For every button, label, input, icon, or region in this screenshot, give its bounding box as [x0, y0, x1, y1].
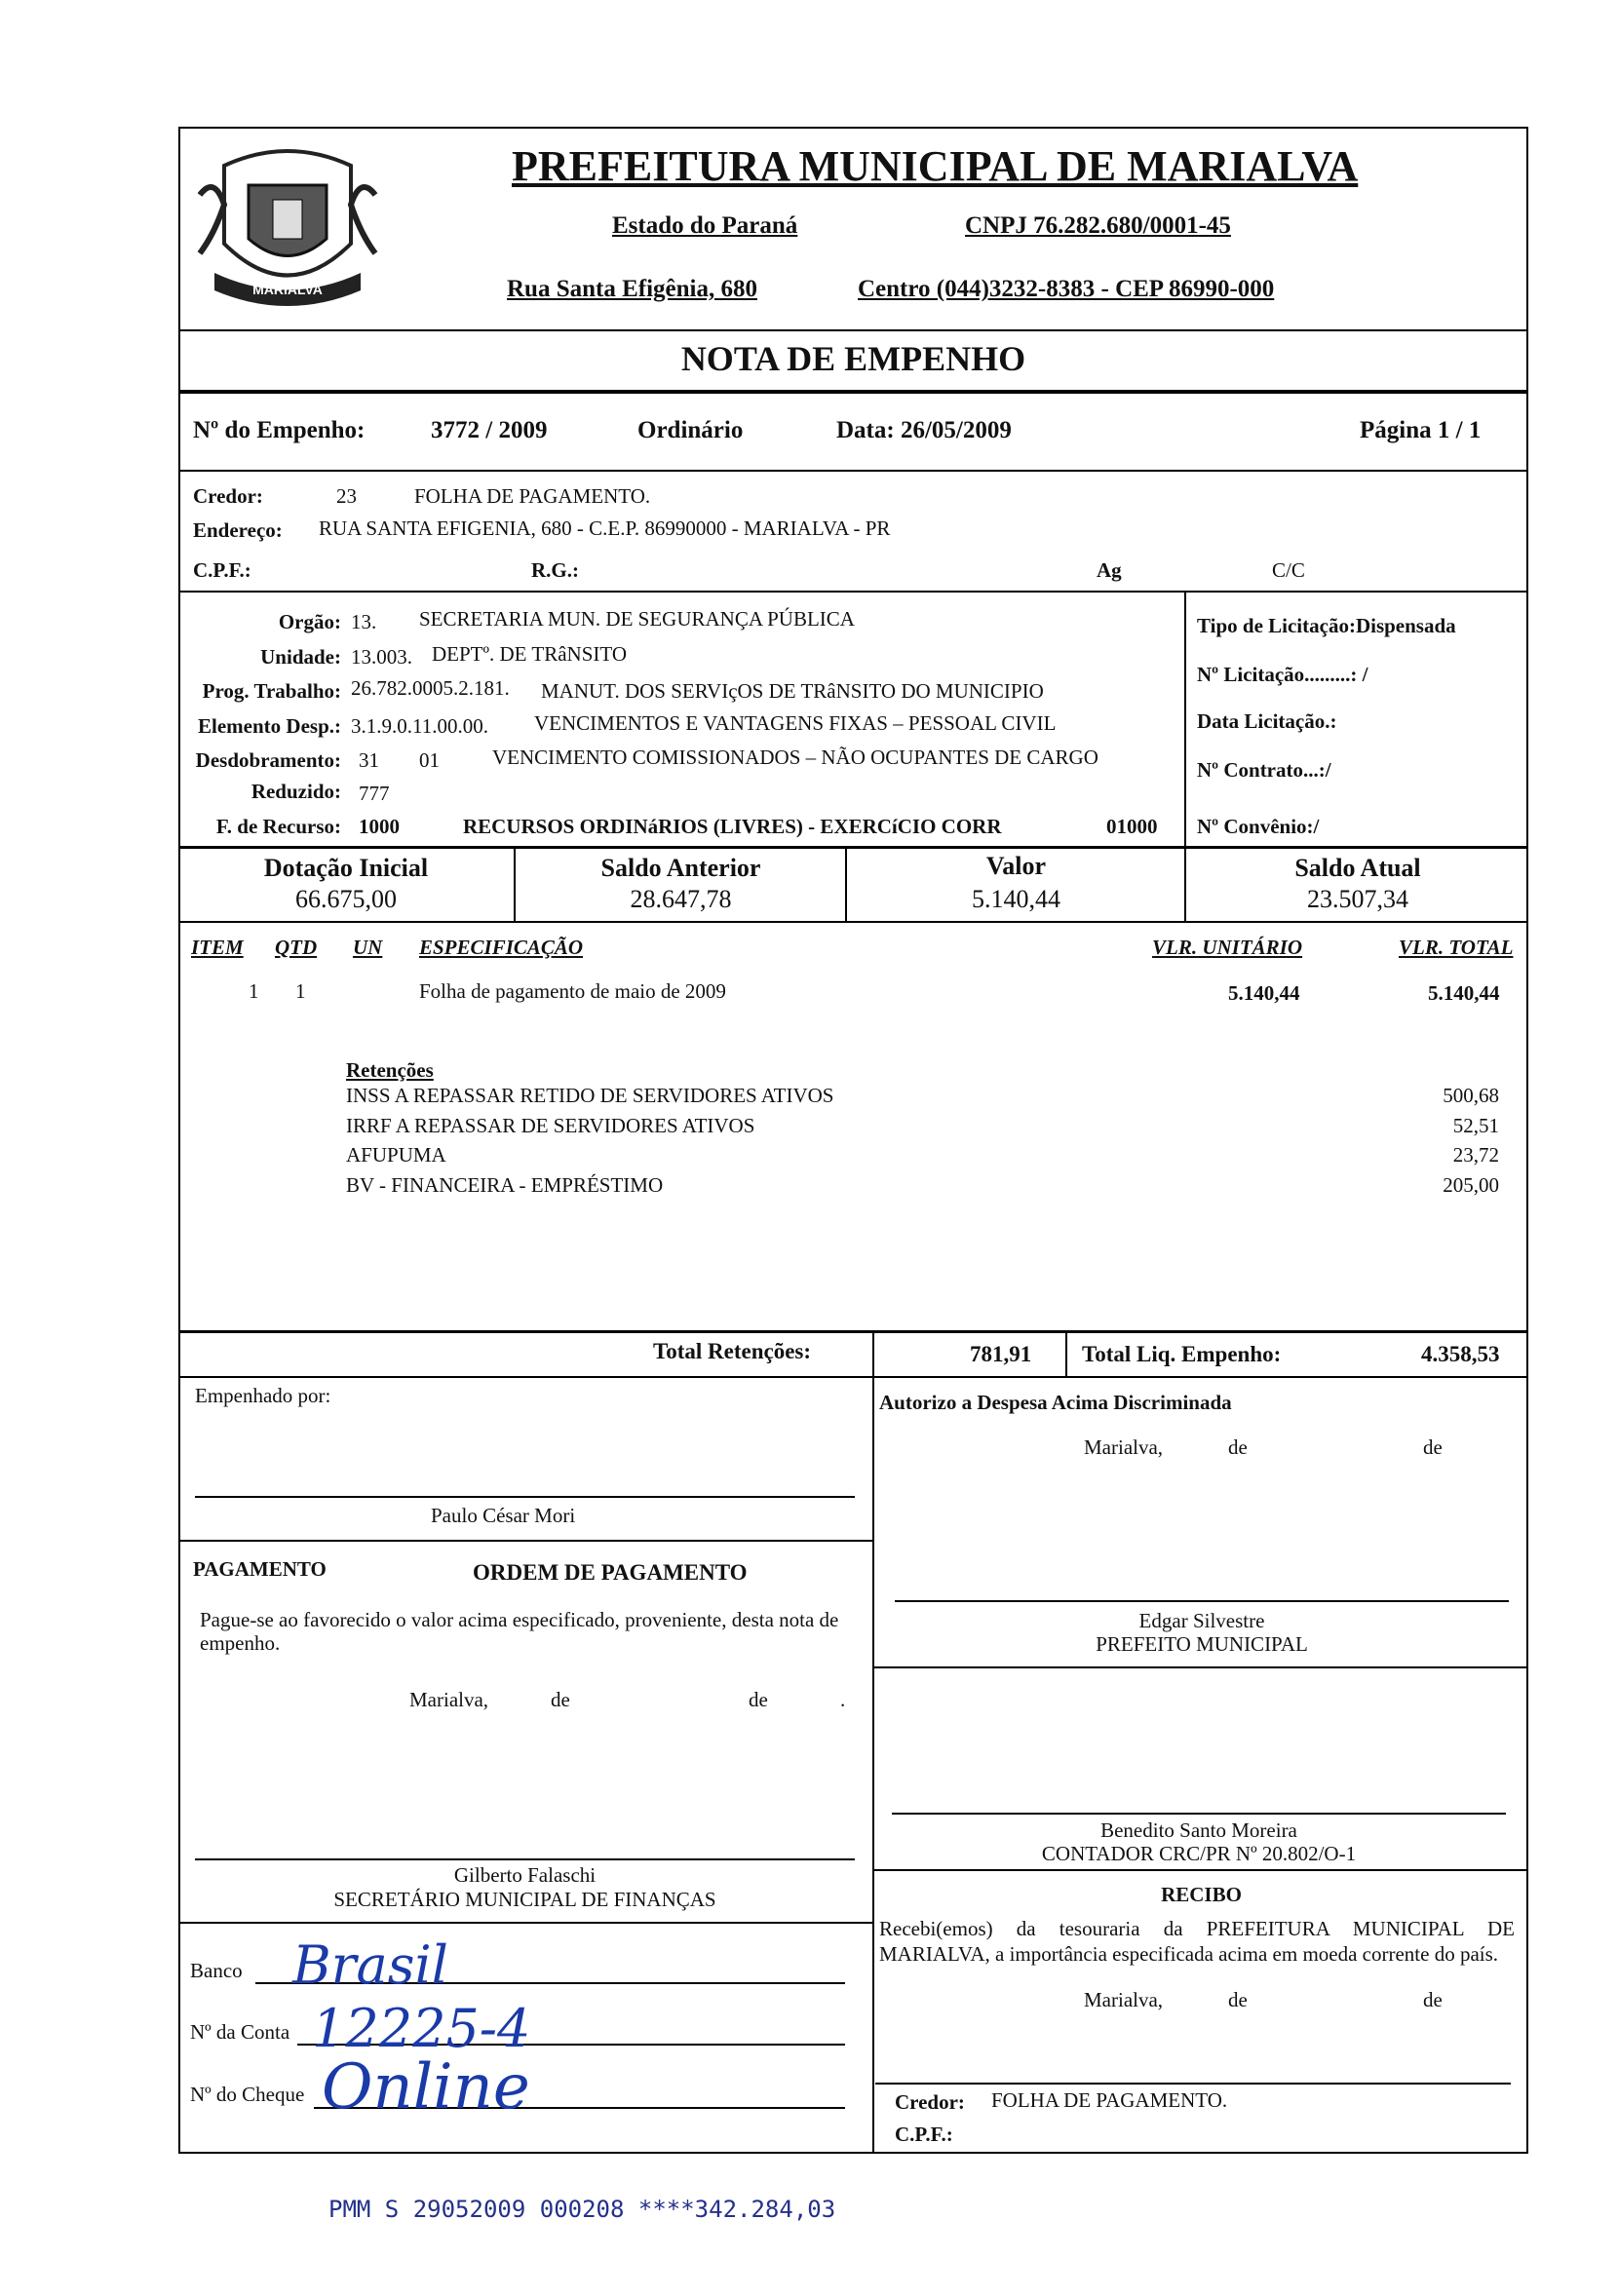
licitacao-data: Data Licitação.:: [1197, 709, 1337, 733]
licitacao-tipo: Tipo de Licitação:Dispensada: [1197, 614, 1456, 637]
retencao-valor-4: 205,00: [1443, 1173, 1499, 1197]
cheque-handwritten: Online: [322, 2051, 530, 2124]
prog-label: Prog. Trabalho:: [202, 679, 341, 703]
desdobramento-value: VENCIMENTO COMISSIONADOS – NÃO OCUPANTES DE CARGO: [492, 746, 1098, 769]
conta-handwritten: 12225-4: [312, 1998, 531, 2059]
autorizo-de1: de: [1228, 1435, 1248, 1459]
bottom-stamp: PMM S 29052009 000208 ****342.284,03: [328, 2196, 836, 2223]
recibo-title: RECIBO: [1161, 1883, 1242, 1906]
elemento-code: 3.1.9.0.11.00.00.: [351, 714, 488, 738]
licitacao-numero: Nº Licitação.........: /: [1197, 663, 1368, 686]
retencao-desc-1: INSS A REPASSAR RETIDO DE SERVIDORES ATIVOS: [346, 1084, 834, 1107]
pagamento-label: PAGAMENTO: [193, 1557, 327, 1581]
saldo-label-valor: Valor: [985, 852, 1047, 880]
pagamento-ponto: .: [840, 1688, 846, 1711]
retencao-desc-3: AFUPUMA: [346, 1143, 446, 1167]
prog-code: 26.782.0005.2.181.: [351, 676, 510, 700]
item-qtd: 1: [295, 979, 306, 1003]
col-header-item: ITEM: [191, 936, 244, 959]
item-vlr-total: 5.140,44: [1428, 981, 1500, 1005]
recibo-cidade: Marialva,: [1084, 1988, 1164, 2011]
retencao-valor-2: 52,51: [1452, 1114, 1499, 1137]
ordem-pagamento-title: ORDEM DE PAGAMENTO: [473, 1560, 748, 1585]
unidade-label: Unidade:: [260, 645, 341, 669]
total-retencoes-label: Total Retenções:: [653, 1339, 812, 1363]
recibo-credor-label: Credor:: [895, 2090, 965, 2114]
secretario-nome: Gilberto Falaschi: [453, 1863, 597, 1887]
prefeito-nome: Edgar Silvestre: [1138, 1609, 1265, 1632]
col-header-un: UN: [353, 936, 383, 959]
endereco-label: Endereço:: [193, 518, 283, 542]
empenho-number-label: Nº do Empenho:: [193, 417, 366, 443]
empenhado-nome: Paulo César Mori: [431, 1504, 576, 1527]
coat-of-arms-logo: [195, 136, 380, 322]
convenio-numero: Nº Convênio:/: [1197, 815, 1320, 838]
item-espec: Folha de pagamento de maio de 2009: [419, 979, 726, 1003]
col-header-qtd: QTD: [275, 936, 318, 959]
pagamento-de2: de: [749, 1688, 768, 1711]
empenho-date: Data: 26/05/2009: [836, 417, 1012, 443]
pagamento-de1: de: [551, 1688, 570, 1711]
doc-title: NOTA DE EMPENHO: [680, 339, 1026, 378]
saldo-label-anterior: Saldo Anterior: [600, 854, 761, 882]
pagamento-cidade: Marialva,: [409, 1688, 489, 1711]
retencao-desc-2: IRRF A REPASSAR DE SERVIDORES ATIVOS: [346, 1114, 755, 1137]
prog-value: MANUT. DOS SERVIçOS DE TRâNSITO DO MUNICIPIO: [541, 679, 1044, 703]
street-label: Rua Santa Efigênia, 680: [507, 276, 757, 302]
elemento-value: VENCIMENTOS E VANTAGENS FIXAS – PESSOAL CIVIL: [534, 711, 1057, 735]
desdobramento-code1: 31: [359, 748, 379, 772]
col-header-vlr-unit: VLR. UNITÁRIO: [1152, 936, 1303, 959]
recibo-de1: de: [1228, 1988, 1248, 2011]
total-liquido-label: Total Liq. Empenho:: [1082, 1342, 1282, 1366]
recurso-code2: 01000: [1106, 815, 1158, 838]
pagamento-texto: Pague-se ao favorecido o valor acima especificado, proveniente, desta nota de empenho.: [200, 1608, 839, 1655]
conta-label: Nº da Conta: [190, 2020, 290, 2044]
empenhado-label: Empenhado por:: [195, 1384, 331, 1407]
recurso-code: 1000: [359, 815, 400, 838]
banco-label: Banco: [190, 1959, 243, 1982]
desdobramento-label: Desdobramento:: [195, 748, 341, 772]
elemento-label: Elemento Desp.:: [198, 714, 341, 738]
contrato-numero: Nº Contrato...:/: [1197, 758, 1331, 782]
cnpj-label: CNPJ 76.282.680/0001-45: [965, 212, 1231, 239]
rg-label: R.G.:: [531, 558, 579, 582]
retencao-valor-1: 500,68: [1443, 1084, 1499, 1107]
cpf-label: C.P.F.:: [193, 558, 251, 582]
recurso-label: F. de Recurso:: [215, 815, 341, 838]
endereco-value: RUA SANTA EFIGENIA, 680 - C.E.P. 86990000 - MARIALVA - PR: [319, 517, 891, 540]
cc-label: C/C: [1272, 558, 1305, 582]
contador-nome: Benedito Santo Moreira: [1100, 1818, 1297, 1842]
credor-code: 23: [336, 484, 357, 508]
item-vlr-unit: 5.140,44: [1228, 981, 1300, 1005]
saldo-value-anterior: 28.647,78: [630, 885, 732, 913]
unidade-code: 13.003.: [351, 645, 412, 669]
saldo-label-dotacao: Dotação Inicial: [263, 854, 429, 882]
recibo-texto: Recebi(emos) da tesouraria da PREFEITURA MUNICIPAL DE MARIALVA, a importância especificada acima em moeda corrente do país.: [879, 1917, 1515, 1966]
desdobramento-code2: 01: [419, 748, 440, 772]
ag-label: Ag: [1097, 558, 1122, 582]
recibo-de2: de: [1423, 1988, 1443, 2011]
secretario-cargo: SECRETÁRIO MUNICIPAL DE FINANÇAS: [333, 1888, 716, 1911]
recibo-credor-nome: FOLHA DE PAGAMENTO.: [991, 2088, 1228, 2112]
saldo-value-dotacao: 66.675,00: [295, 885, 397, 913]
item-number: 1: [249, 979, 259, 1003]
state-label: Estado do Paraná: [612, 212, 798, 239]
retencao-desc-4: BV - FINANCEIRA - EMPRÉSTIMO: [346, 1173, 664, 1197]
total-liquido-value: 4.358,53: [1421, 1342, 1500, 1366]
recurso-value: RECURSOS ORDINáRIOS (LIVRES) - EXERCíCIO CORR: [463, 815, 1002, 838]
autorizo-label: Autorizo a Despesa Acima Discriminada: [879, 1391, 1232, 1414]
total-retencoes-value: 781,91: [970, 1342, 1032, 1366]
col-header-vlr-total: VLR. TOTAL: [1399, 936, 1514, 959]
saldo-value-valor: 5.140,44: [972, 885, 1060, 913]
reduzido-value: 777: [359, 782, 390, 805]
empenho-number: 3772 / 2009: [431, 417, 548, 443]
cheque-label: Nº do Cheque: [190, 2083, 305, 2106]
orgao-code: 13.: [351, 610, 377, 633]
empenho-type: Ordinário: [637, 417, 744, 443]
contact-label: Centro (044)3232-8383 - CEP 86990-000: [858, 276, 1275, 302]
banco-handwritten: Brasil: [292, 1934, 448, 1996]
saldo-label-atual: Saldo Atual: [1294, 854, 1421, 882]
contador-cargo: CONTADOR CRC/PR Nº 20.802/O-1: [1041, 1842, 1357, 1865]
svg-text:MARIALVA: MARIALVA: [252, 282, 323, 297]
page-title: PREFEITURA MUNICIPAL DE MARIALVA: [512, 142, 1359, 190]
page-number: Página 1 / 1: [1360, 417, 1482, 443]
credor-name: FOLHA DE PAGAMENTO.: [414, 484, 651, 508]
orgao-value: SECRETARIA MUN. DE SEGURANÇA PÚBLICA: [419, 607, 855, 631]
autorizo-de2: de: [1423, 1435, 1443, 1459]
orgao-label: Orgão:: [278, 610, 341, 633]
autorizo-cidade: Marialva,: [1084, 1435, 1164, 1459]
unidade-value: DEPTº. DE TRâNSITO: [432, 642, 627, 666]
credor-label: Credor:: [193, 484, 263, 508]
retencoes-title: Retenções: [346, 1058, 434, 1082]
retencao-valor-3: 23,72: [1452, 1143, 1499, 1167]
col-header-espec: ESPECIFICAÇÃO: [419, 936, 584, 959]
recibo-cpf-label: C.P.F.:: [895, 2123, 953, 2146]
reduzido-label: Reduzido:: [250, 780, 341, 803]
prefeito-cargo: PREFEITO MUNICIPAL: [1096, 1632, 1308, 1656]
saldo-value-atual: 23.507,34: [1307, 885, 1408, 913]
